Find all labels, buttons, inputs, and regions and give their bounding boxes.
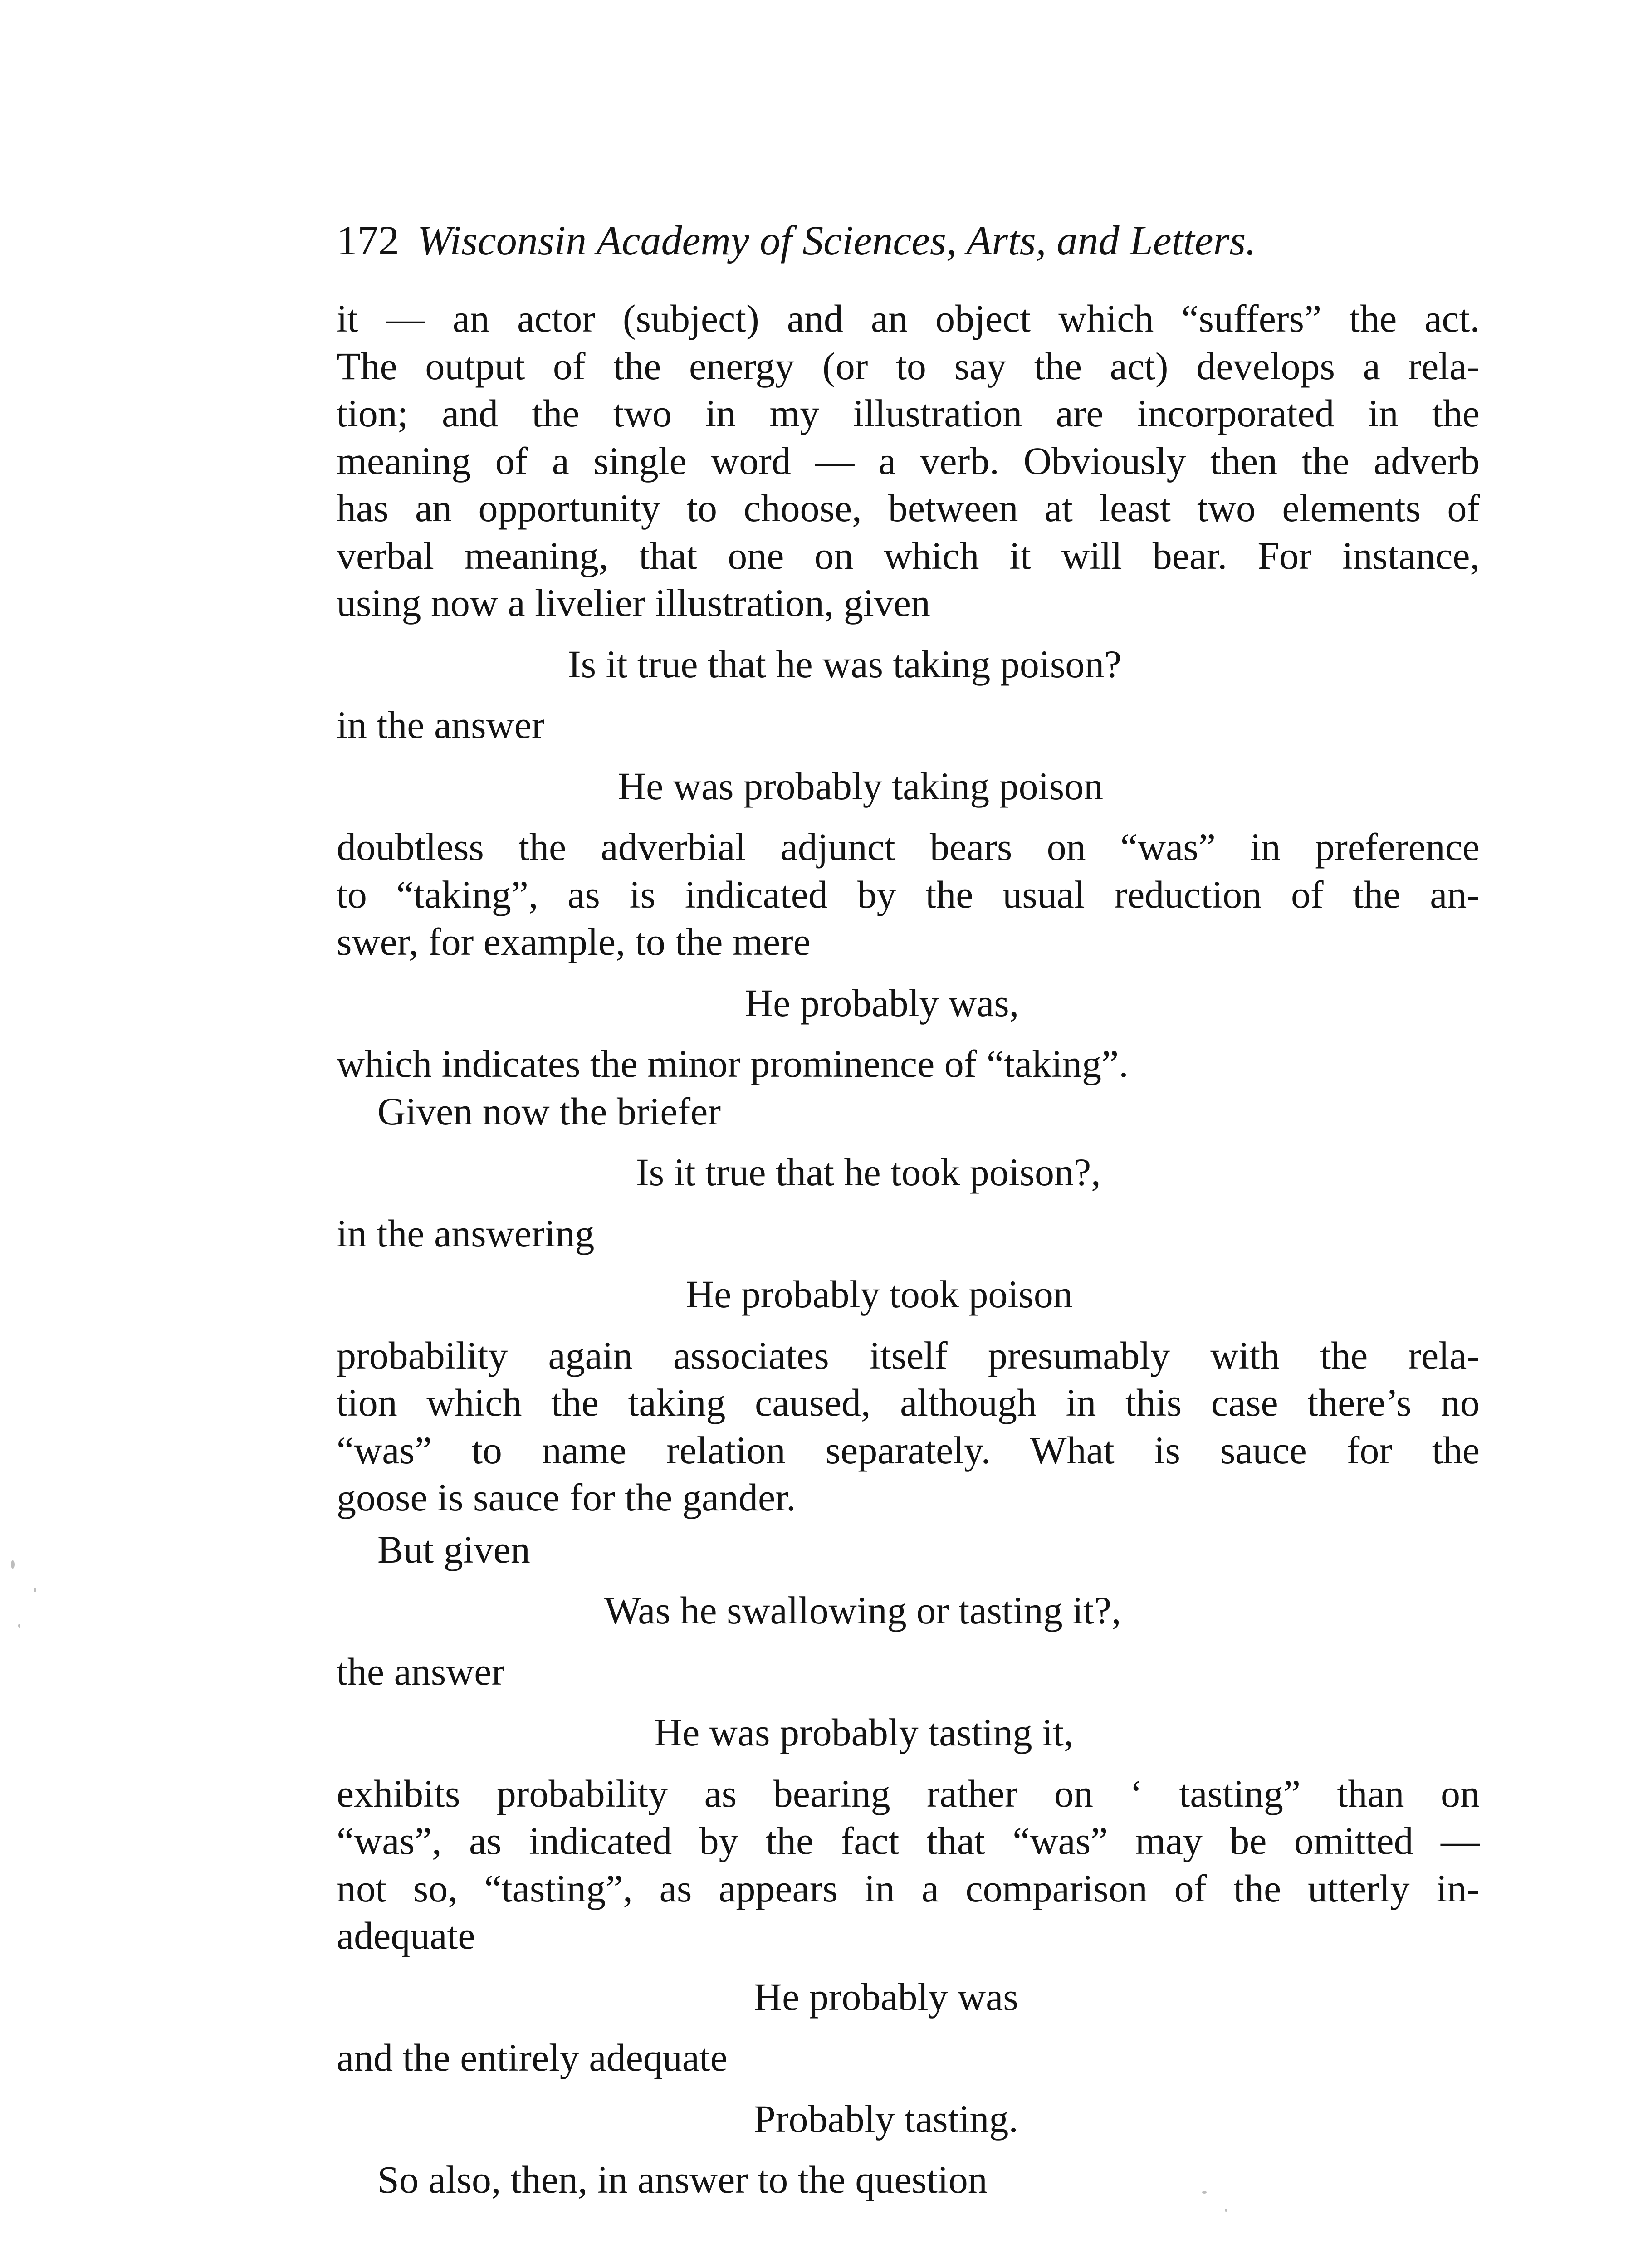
example-sentence: He probably was: [754, 1975, 1018, 2019]
example-sentence: Was he swallowing or tasting it?,: [604, 1589, 1121, 1632]
example-sentence: He probably was,: [745, 981, 1019, 1025]
text-block: [337, 213, 1480, 2204]
text-line: swer, for example, to the mere: [337, 920, 811, 963]
text-line: exhibits probability as bearing rather on ‘ tasting” than on: [337, 1771, 1480, 1815]
text-line: using now a livelier illustration, given: [337, 581, 930, 625]
journal-title: Wisconsin Academy of Sciences, Arts, and Letters.: [417, 217, 1257, 264]
text-line: and the entirely adequate: [337, 2036, 728, 2079]
text-line: tion; and the two in my illustration are incorporated in the: [337, 391, 1480, 435]
text-line: which indicates the minor prominence of “taking”.: [337, 1042, 1129, 1085]
example-sentence: He was probably tasting it,: [654, 1711, 1074, 1754]
paragraph: [337, 823, 1480, 966]
text-line: probability again associates itself presumably with the rela-: [337, 1333, 1480, 1377]
paragraph: [337, 295, 1480, 627]
example-sentence: Probably tasting.: [754, 2097, 1018, 2141]
scan-speck: [34, 1588, 36, 1592]
text-line: meaning of a single word — a verb. Obviously then the adverb: [337, 439, 1480, 483]
text-line: tion which the taking caused, although in this case there’s no: [337, 1381, 1480, 1424]
scan-speck: [1225, 2209, 1227, 2212]
text-line: Given now the briefer: [377, 1089, 721, 1133]
scan-speck: [11, 1560, 15, 1569]
text-line: goose is sauce for the gander.: [337, 1476, 796, 1519]
text-line: The output of the energy (or to say the act) develops a rela-: [337, 344, 1480, 388]
text-line: So also, then, in answer to the question: [377, 2158, 988, 2201]
text-line: doubtless the adverbial adjunct bears on “was” in preference: [337, 825, 1480, 869]
example-sentence: Is it true that he took poison?,: [636, 1150, 1101, 1194]
scan-speck: [18, 1624, 20, 1628]
scan-speck: [1202, 2191, 1207, 2194]
text-line: adequate: [337, 1914, 475, 1957]
text-line: it — an actor (subject) and an object which “suffers” the act.: [337, 297, 1480, 340]
text-line: “was” to name relation separately. What is sauce for the: [337, 1428, 1480, 1472]
text-line: in the answering: [337, 1211, 595, 1255]
text-line: But given: [377, 1527, 530, 1571]
paragraph: [337, 1770, 1480, 1960]
text-line: “was”, as indicated by the fact that “was” may be omitted —: [337, 1819, 1480, 1862]
text-line: in the answer: [337, 703, 545, 747]
text-line: not so, “tasting”, as appears in a comparison of the utterly in-: [337, 1866, 1480, 1910]
paragraph: [337, 1332, 1480, 1521]
text-line: to “taking”, as is indicated by the usual reduction of the an-: [337, 872, 1480, 916]
example-sentence: Is it true that he was taking poison?: [568, 642, 1122, 686]
text-line: verbal meaning, that one on which it will bear. For instance,: [337, 533, 1480, 577]
example-sentence: He probably took poison: [686, 1272, 1073, 1316]
text-line: the answer: [337, 1649, 505, 1693]
running-head: [337, 213, 1480, 268]
page-number: 172: [337, 217, 399, 264]
example-sentence: He was probably taking poison: [618, 764, 1104, 808]
text-line: has an opportunity to choose, between at least two elements of: [337, 486, 1480, 530]
